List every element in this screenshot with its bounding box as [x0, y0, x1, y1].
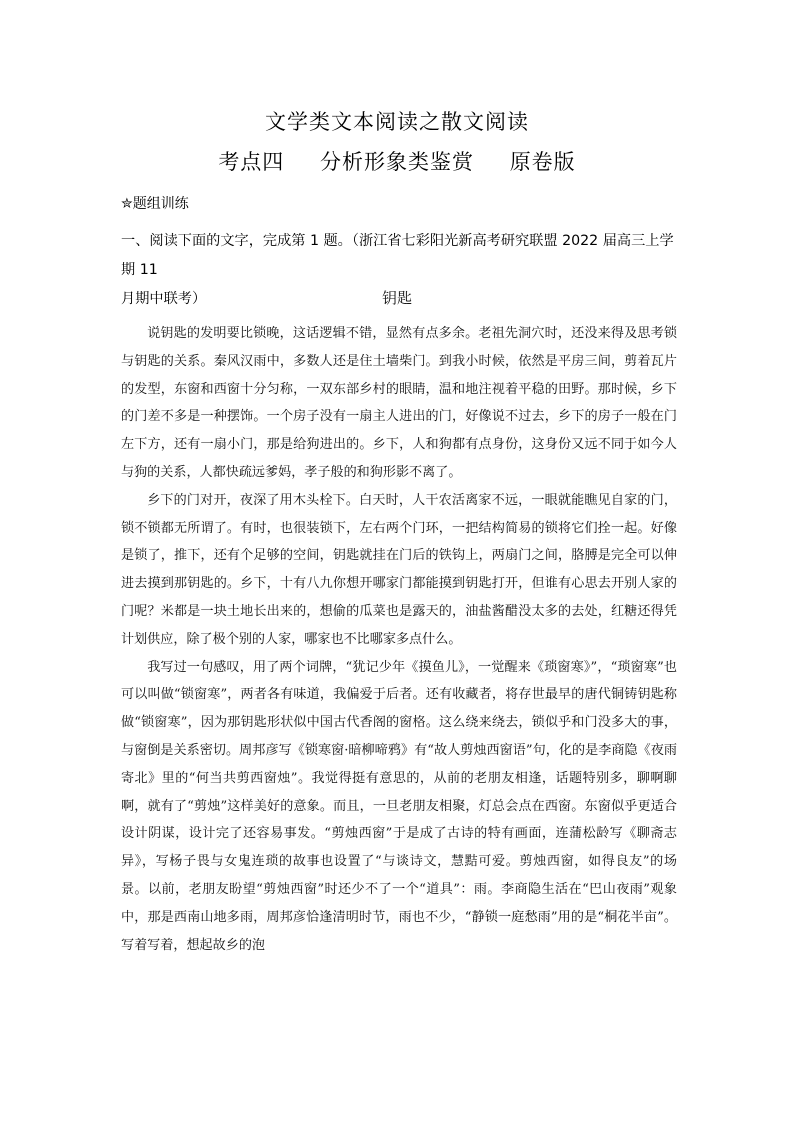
question-line-1: 一、阅读下面的文字，完成第 1 题。（浙江省七彩阳光新高考研究联盟 2022 届高三上学期 11 [121, 233, 674, 278]
document-title: 文学类文本阅读之散文阅读 [265, 110, 529, 134]
section-mark: ✮题组训练 [121, 196, 189, 212]
subtitle-part-3: 原卷版 [509, 150, 576, 174]
essay-title: 钥匙 [381, 289, 412, 307]
paragraph: 说钥匙的发明要比锁晚，这话逻辑不错，显然有点多余。老祖先洞穴时，还没来得及思考锁与钥匙的关系。秦风汉雨中，多数人还是住土墙柴门。到我小时候，依然是平房三间，剪着瓦片的发型，东窗和西窗十分匀称，一双东部乡村的眼睛，温和地注视着平稳的田野。那时候，乡下的门差不多是一种摆饰。一个房子没有一扇主人进出的门，好像说不过去，乡下的房子一般在门左下方，还有一扇小门，那是给狗进出的。乡下，人和狗都有点身份，这身份又远不同于如今人与狗的关系，人都快疏远爹妈，孝子般的和狗形影不离了。 [121, 326, 677, 480]
question-line-2: 月期中联考） [121, 291, 207, 307]
paragraph: 乡下的门对开，夜深了用木头栓下。白天时，人干农活离家不远，一眼就能瞧见自家的门，锁不锁都无所谓了。有时，也很装锁下，左右两个门环，一把结构简易的锁将它们拴一起。好像是锁了，推下，还有个足够的空间，钥匙就挂在门后的铁钩上，两扇门之间，胳膊是完全可以伸进去摸到那钥匙的。乡下，十有八九你想开哪家门都能摸到钥匙打开，但谁有心思去开别人家的门呢？米都是一块土地长出来的，想偷的瓜菜也是露天的，油盐酱醋没太多的去处，红糖还得凭计划供应，除了极个别的人家，哪家也不比哪家多点什么。 [121, 492, 677, 647]
subtitle-part-2: 分析形象类鉴赏 [320, 150, 474, 174]
subtitle-part-1: 考点四 [218, 150, 285, 174]
paragraph: 我写过一句感叹，用了两个词牌，“犹记少年《摸鱼儿》，一觉醒来《琐窗寒》”，“琐窗寒”也可以叫做“锁窗寒”，两者各有味道，我偏爱于后者。还有收藏者，将存世最早的唐代铜铸钥匙称做“锁窗寒”，因为那钥匙形状似中国古代香阁的窗格。这么绕来绕去，锁似乎和门没多大的事，与窗倒是关系密切。周邦彦写《锁寒窗·暗柳啼鸦》有“故人剪烛西窗语”句，化的是李商隐《夜雨寄北》里的“何当共剪西窗烛”。我觉得挺有意思的，从前的老朋友相逢，话题特别多，聊啊聊啊，就有了“剪烛”这样美好的意象。而且，一旦老朋友相聚，灯总会点在西窗。东窗似乎更适合设计阴谋，设计完了还容易事发。“剪烛西窗”于是成了古诗的特有画面，连蒲松龄写《聊斋志异》，写杨子畏与女鬼连琐的故事也设置了“与谈诗文，慧黠可爱。剪烛西窗，如得良友”的场景。以前，老朋友盼望“剪烛西窗”时还少不了一个“道具”：雨。李商隐生活在“巴山夜雨”观象中，那是西南山地多雨，周邦彦恰逢清明时节，雨也不少，“静锁一庭愁雨”用的是“桐花半亩”。写着写着，想起故乡的泡 [121, 659, 677, 953]
document-subtitle [0, 146, 794, 176]
essay-body [121, 320, 677, 959]
